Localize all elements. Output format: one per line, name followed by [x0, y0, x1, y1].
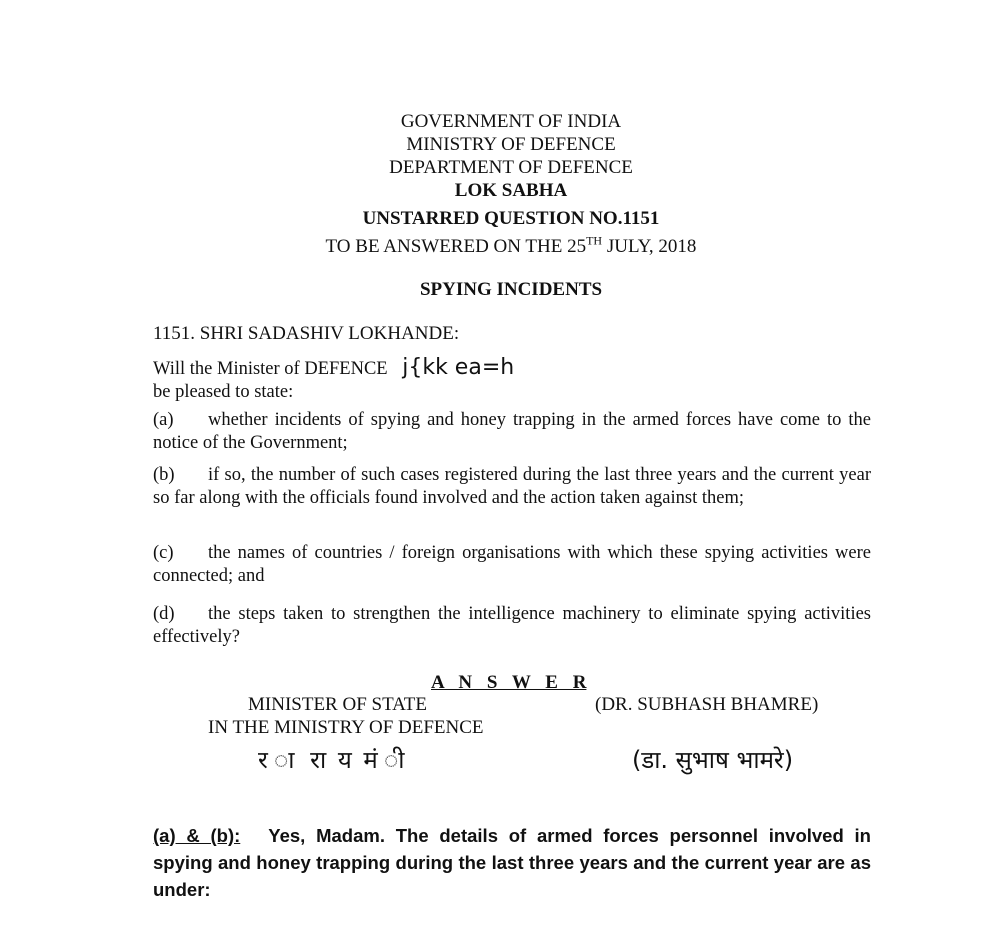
reply-label: (a) & (b):: [153, 825, 241, 846]
question-part-a: [153, 409, 871, 455]
answer-date: [0, 233, 1000, 258]
answer-heading-text: A N S W E R: [431, 672, 587, 693]
subject-title: SPYING INCIDENTS: [419, 279, 603, 300]
reply-text: Yes, Madam. The details of armed forces personnel involved in spying and honey trapping during the last three years and the current year are as under:: [153, 825, 871, 900]
part-text-b: if so, the number of such cases registered during the last three years and the current year so far along with the officials found involved and the action taken against them;: [153, 465, 871, 508]
question-part-d: [153, 603, 871, 649]
answer-date-prefix: TO BE ANSWERED ON THE 25: [325, 236, 587, 257]
minister-name-hindi: (डा. सुभाष भामरे): [632, 746, 794, 774]
header-government: GOVERNMENT OF INDIA: [400, 111, 622, 132]
part-text-a: whether incidents of spying and honey trapping in the armed forces have come to the notice of the Government;: [153, 410, 871, 453]
minister-designation-line1: MINISTER OF STATE: [248, 694, 427, 715]
part-text-c: the names of countries / foreign organisations with which these spying activities were connected; and: [153, 543, 871, 586]
question-intro-hindi: j{kk ea=h: [402, 355, 515, 380]
minister-designation-hindi: र ा रा य मं ी: [258, 746, 409, 774]
question-intro-line2: be pleased to state:: [153, 382, 294, 402]
part-text-d: the steps taken to strengthen the intelligence machinery to eliminate spying activities effectively?: [153, 604, 871, 647]
part-label-c: (c): [153, 543, 174, 563]
header-house: LOK SABHA: [454, 180, 568, 201]
question-intro: [153, 356, 871, 381]
header-department: DEPARTMENT OF DEFENCE: [389, 157, 633, 178]
question-part-b: [153, 464, 871, 510]
header-ministry: MINISTRY OF DEFENCE: [406, 134, 616, 155]
question-intro-text: Will the Minister of DEFENCE: [153, 359, 388, 379]
reply-paragraph: [153, 822, 871, 903]
answer-heading: [431, 672, 586, 694]
question-number: UNSTARRED QUESTION NO.1151: [362, 208, 660, 229]
part-label-d: (d): [153, 604, 175, 624]
answer-date-sup: TH: [586, 233, 603, 248]
minister-name: (DR. SUBHASH BHAMRE): [595, 694, 819, 715]
minister-designation-line2: IN THE MINISTRY OF DEFENCE: [208, 717, 484, 738]
question-part-c: [153, 542, 871, 588]
member-name: 1151. SHRI SADASHIV LOKHANDE:: [153, 323, 460, 344]
answer-date-suffix: JULY, 2018: [602, 236, 697, 257]
part-label-b: (b): [153, 465, 175, 485]
part-label-a: (a): [153, 410, 174, 430]
